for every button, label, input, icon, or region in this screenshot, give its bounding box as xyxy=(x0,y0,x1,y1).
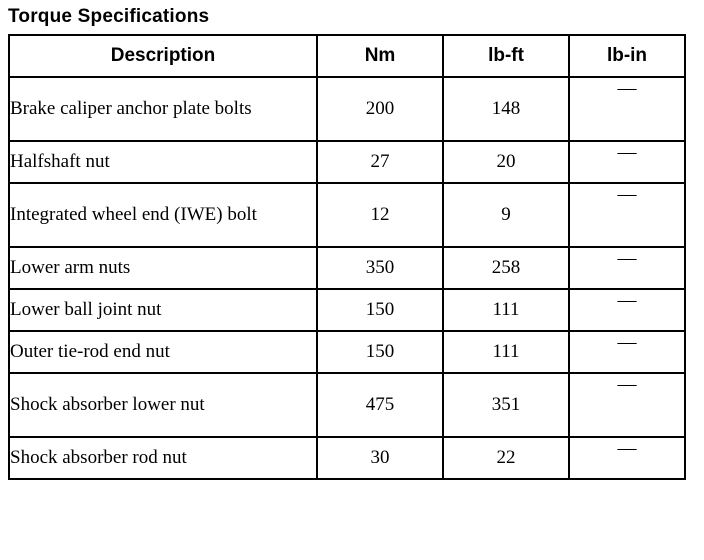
cell-lb-in: — xyxy=(569,289,685,331)
table-row xyxy=(9,289,685,331)
cell-lb-ft: 258 xyxy=(443,247,569,289)
cell-description: Integrated wheel end (IWE) bolt xyxy=(9,183,317,247)
cell-nm: 475 xyxy=(317,373,443,437)
column-header-lb-in: lb-in xyxy=(569,35,685,77)
cell-description: Lower ball joint nut xyxy=(9,289,317,331)
torque-specifications-table xyxy=(8,34,686,480)
table-row xyxy=(9,183,685,247)
cell-nm: 12 xyxy=(317,183,443,247)
cell-description: Shock absorber rod nut xyxy=(9,437,317,479)
cell-nm: 30 xyxy=(317,437,443,479)
column-header-lb-ft: lb-ft xyxy=(443,35,569,77)
table-header xyxy=(9,35,685,77)
cell-lb-in: — xyxy=(569,247,685,289)
cell-lb-ft: 22 xyxy=(443,437,569,479)
cell-lb-ft: 111 xyxy=(443,289,569,331)
cell-lb-ft: 351 xyxy=(443,373,569,437)
page-title: Torque Specifications xyxy=(8,6,210,27)
cell-nm: 27 xyxy=(317,141,443,183)
table-row xyxy=(9,373,685,437)
cell-description: Brake caliper anchor plate bolts xyxy=(9,77,317,141)
cell-lb-ft: 20 xyxy=(443,141,569,183)
cell-lb-ft: 111 xyxy=(443,331,569,373)
cell-description: Outer tie-rod end nut xyxy=(9,331,317,373)
cell-lb-in: — xyxy=(569,77,685,141)
cell-description: Lower arm nuts xyxy=(9,247,317,289)
cell-lb-in: — xyxy=(569,331,685,373)
cell-lb-in: — xyxy=(569,183,685,247)
cell-lb-ft: 148 xyxy=(443,77,569,141)
cell-lb-in: — xyxy=(569,373,685,437)
cell-nm: 350 xyxy=(317,247,443,289)
table-row xyxy=(9,331,685,373)
cell-description: Shock absorber lower nut xyxy=(9,373,317,437)
cell-nm: 200 xyxy=(317,77,443,141)
cell-description: Halfshaft nut xyxy=(9,141,317,183)
table-body xyxy=(9,77,685,479)
table-row xyxy=(9,247,685,289)
table-header-row xyxy=(9,35,685,77)
table-row xyxy=(9,437,685,479)
cell-nm: 150 xyxy=(317,331,443,373)
cell-lb-ft: 9 xyxy=(443,183,569,247)
cell-lb-in: — xyxy=(569,141,685,183)
column-header-nm: Nm xyxy=(317,35,443,77)
table-row xyxy=(9,141,685,183)
table-row xyxy=(9,77,685,141)
cell-lb-in: — xyxy=(569,437,685,479)
cell-nm: 150 xyxy=(317,289,443,331)
column-header-description: Description xyxy=(9,35,317,77)
